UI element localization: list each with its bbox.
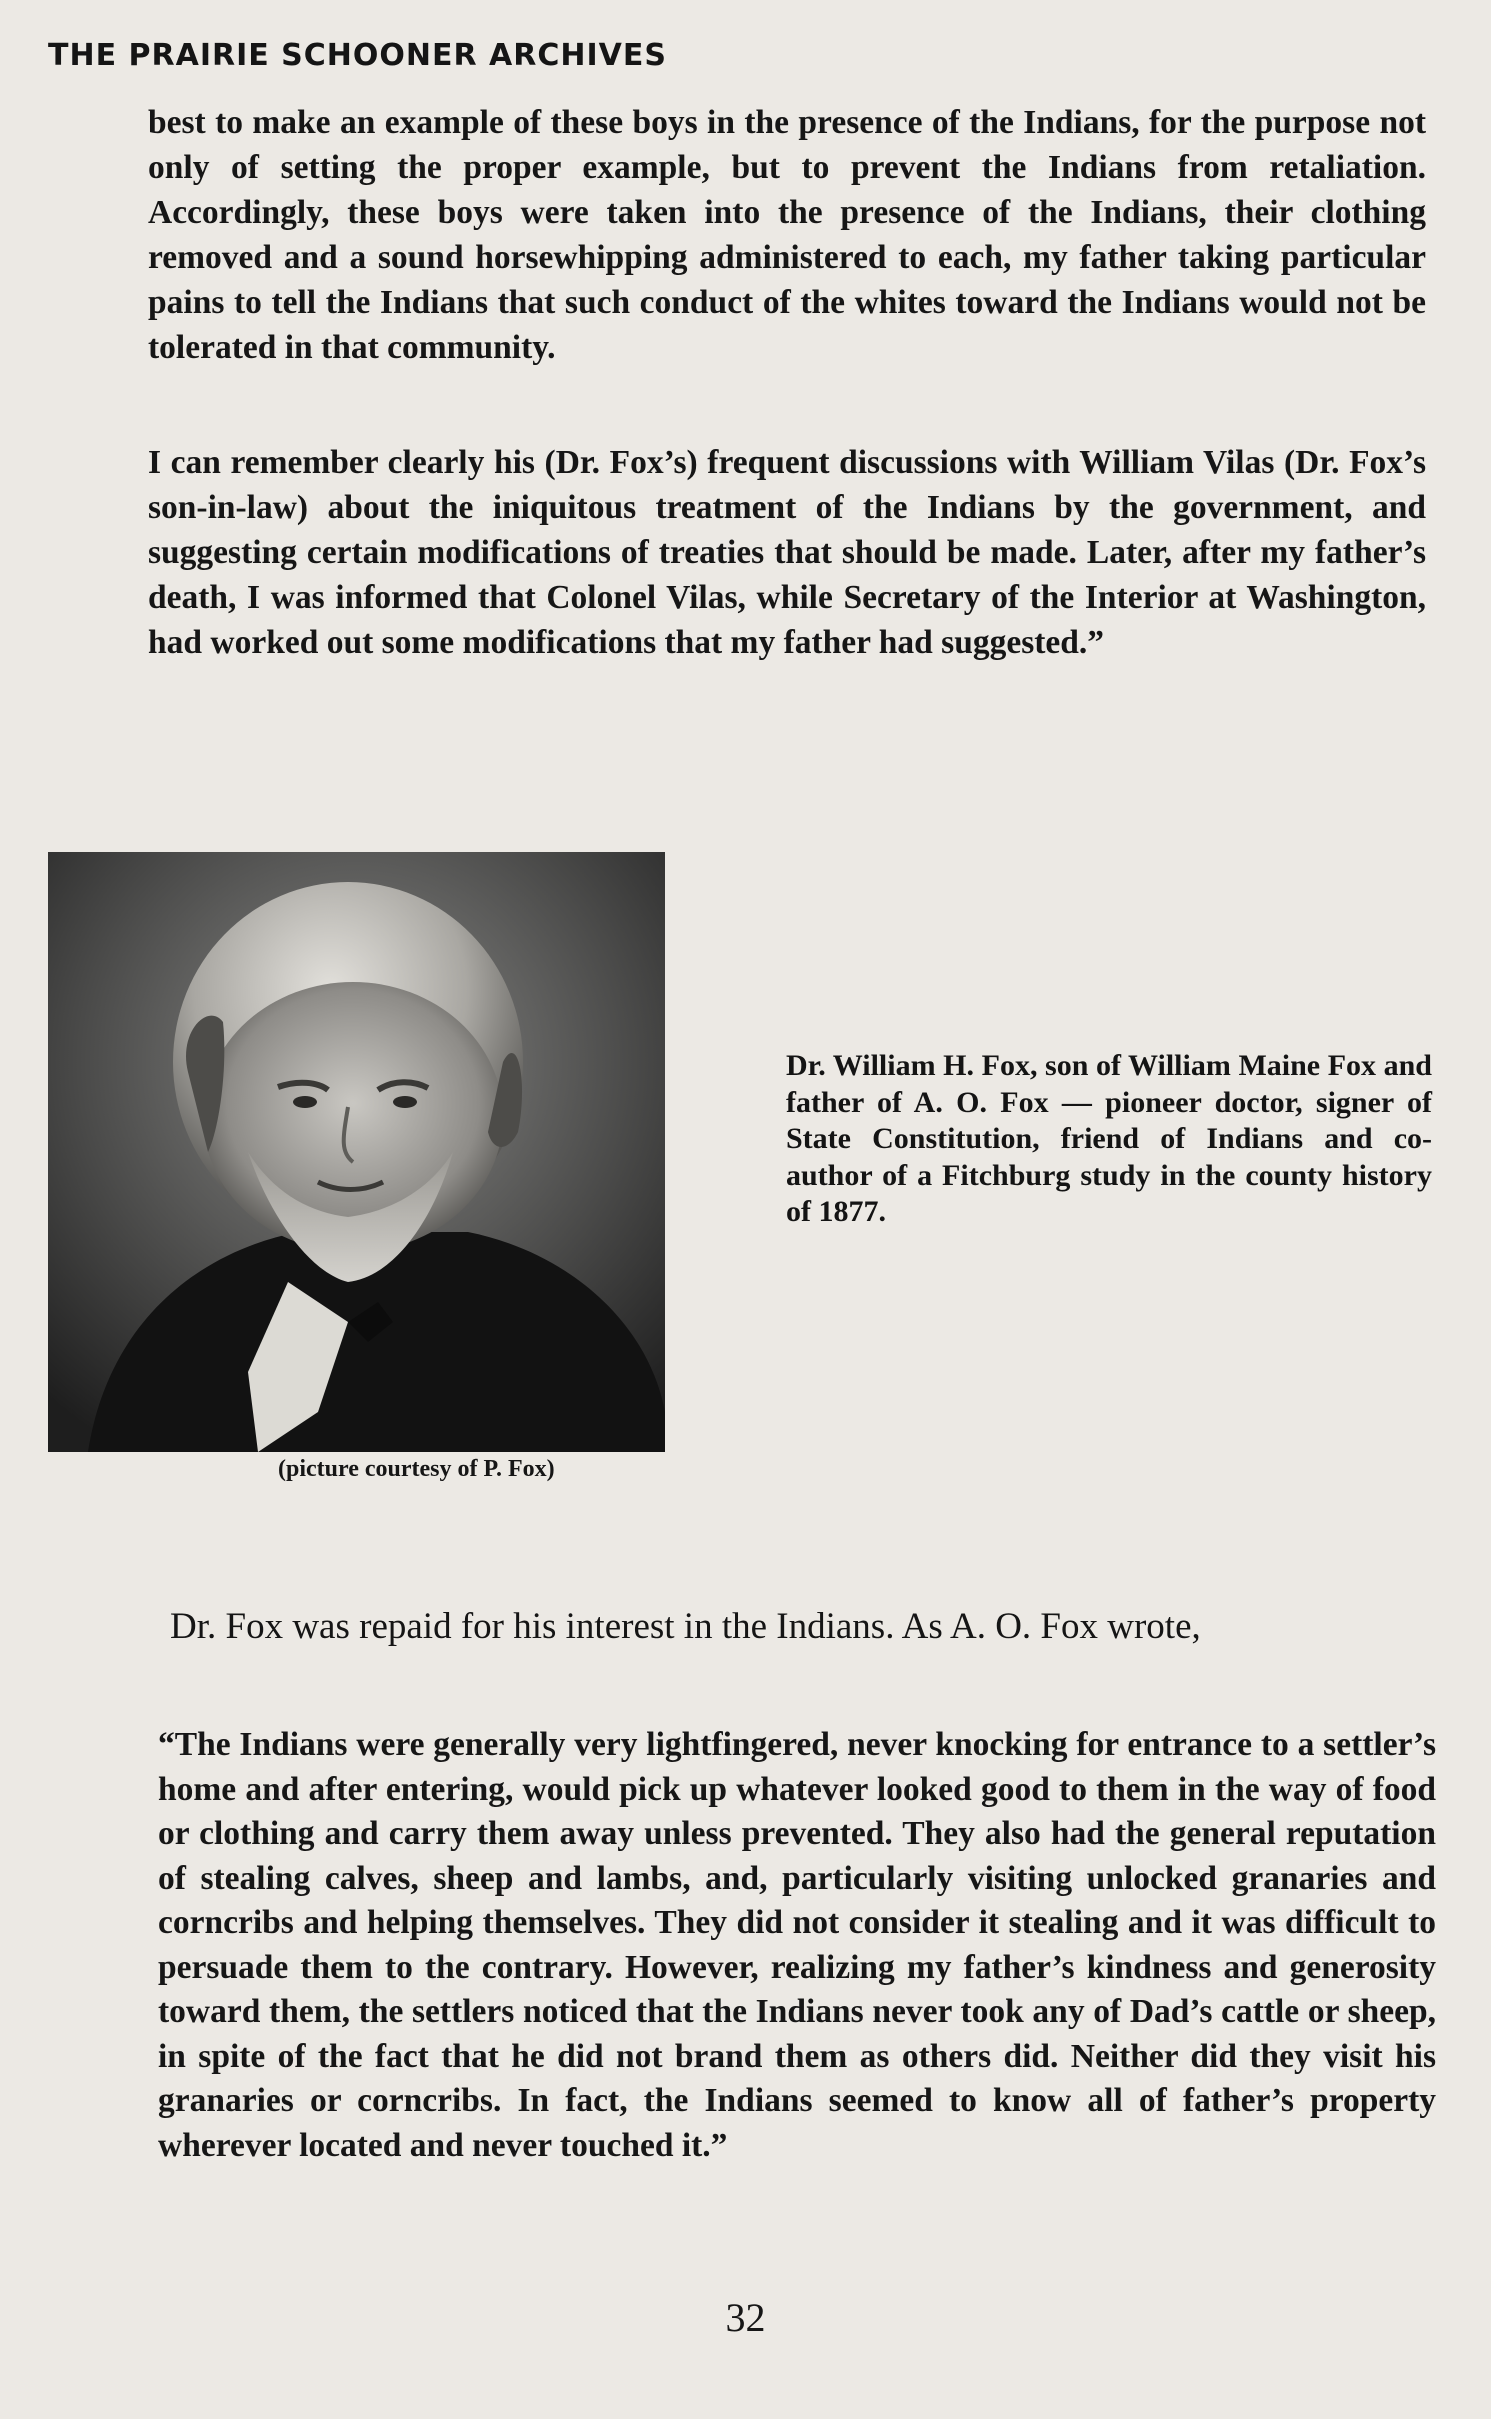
page-number: 32 <box>725 2295 766 2340</box>
paragraph-continuation: best to make an example of these boys in the presence of the Indians, for the purpose not only of setting the proper example, but to prevent the Indians from retaliation. Accordingly, these boys were taken into the presence of the Indians, their clothing removed and a sound horsewhipping administered to each, my father taking particular pains to tell the Indians that such conduct of the whites toward the Indians would not be tolerated in that community. <box>148 104 1426 366</box>
photo-caption: Dr. William H. Fox, son of William Maine Fox and father of A. O. Fox — pioneer doctor, signer of State Constitution, friend of Indians and co-author of a Fitchburg study in the county history of 1877. <box>786 1049 1432 1228</box>
block-quote: “The Indians were generally very lightfingered, never knocking for entrance to a settler’s home and after entering, would pick up whatever looked good to them in the way of food or clothing and carry them away unless prevented. They also had the general reputation of stealing calves, sheep and lambs, and, particularly visiting unlocked granaries and corncribs and helping themselves. They did not consider it stealing and it was difficult to persuade them to the contrary. However, realizing my father’s kindness and generosity toward them, the settlers noticed that the Indians never took any of Dad’s cattle or sheep, in spite of the fact that he did not brand them as others did. Neither did they visit his granaries or corncribs. In fact, the Indians seemed to know all of father’s property wherever located and never touched it.” <box>158 1726 1436 2164</box>
paragraph-vilas: I can remember clearly his (Dr. Fox’s) frequent discussions with William Vilas (Dr. Fox’s son-in-law) about the iniquitous treatment of the Indians by the government, and suggesting certain modifications of treaties that should be made. Later, after my father’s death, I was informed that Colonel Vilas, while Secretary of the Interior at Washington, had worked out some modifications that my father had suggested.” <box>148 444 1426 661</box>
portrait-photo <box>48 852 665 1452</box>
running-head: THE PRAIRIE SCHOONER ARCHIVES <box>48 38 667 73</box>
photo-credit: (picture courtesy of P. Fox) <box>278 1456 555 1482</box>
intro-sentence: Dr. Fox was repaid for his interest in the Indians. As A. O. Fox wrote, <box>170 1606 1201 1647</box>
